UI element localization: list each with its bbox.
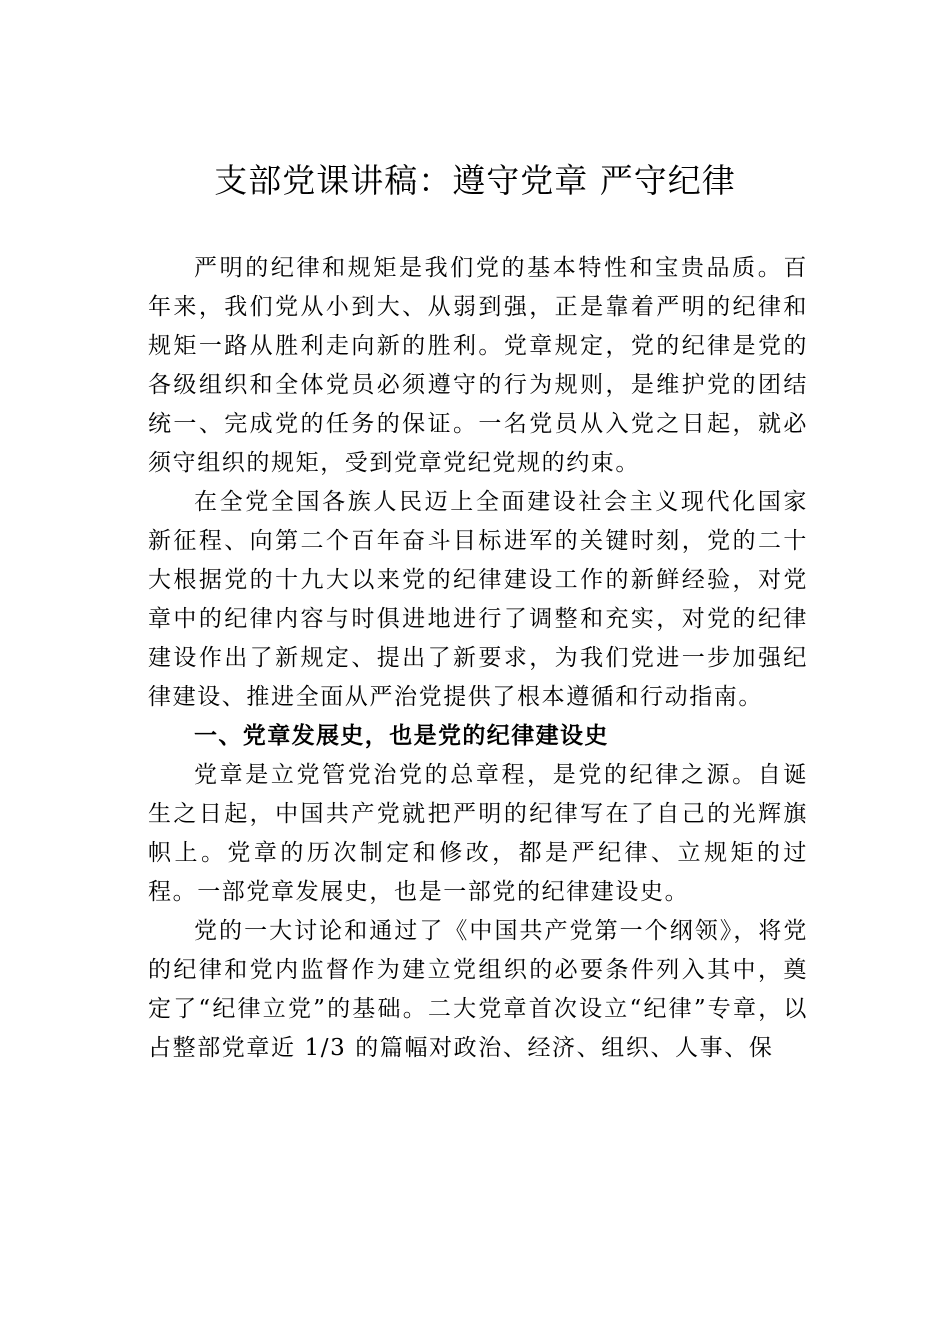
document-title: 支部党课讲稿：遵守党章 严守纪律 [214,161,736,200]
paragraph: 在全党全国各族人民迈上全面建设社会主义现代化国家新征程、向第二个百年奋斗目标进军的关键时刻，党的二十大根据党的十九大以来党的纪律建设工作的新鲜经验，对党章中的纪律内容与时俱进地进行了调整和充实，对党的纪律建设作出了新规定、提出了新要求，为我们党进一步加强纪律建设、推进全面从严治党提供了根本遵循和行动指南。 [148,489,808,710]
paragraph: 严明的纪律和规矩是我们党的基本特性和宝贵品质。百年来，我们党从小到大、从弱到强，正是靠着严明的纪律和规矩一路从胜利走向新的胜利。党章规定，党的纪律是党的各级组织和全体党员必须遵守的行为规则，是维护党的团结统一、完成党的任务的保证。一名党员从入党之日起，就必须守组织的规矩，受到党章党纪党规的约束。 [148,255,808,476]
section-heading: 一、党章发展史，也是党的纪律建设史 [194,723,609,749]
document-body [148,249,808,1068]
paragraph: 党的一大讨论和通过了《中国共产党第一个纲领》，将党的纪律和党内监督作为建立党组织的必要条件列入其中，奠定了“纪律立党”的基础。二大党章首次设立“纪律”专章，以占整部党章近 1/3 的篇幅对政治、经济、组织、人事、保 [148,918,808,1061]
paragraph: 党章是立党管党治党的总章程，是党的纪律之源。自诞生之日起，中国共产党就把严明的纪律写在了自己的光辉旗帜上。党章的历次制定和修改，都是严纪律、立规矩的过程。一部党章发展史，也是一部党的纪律建设史。 [148,762,808,905]
